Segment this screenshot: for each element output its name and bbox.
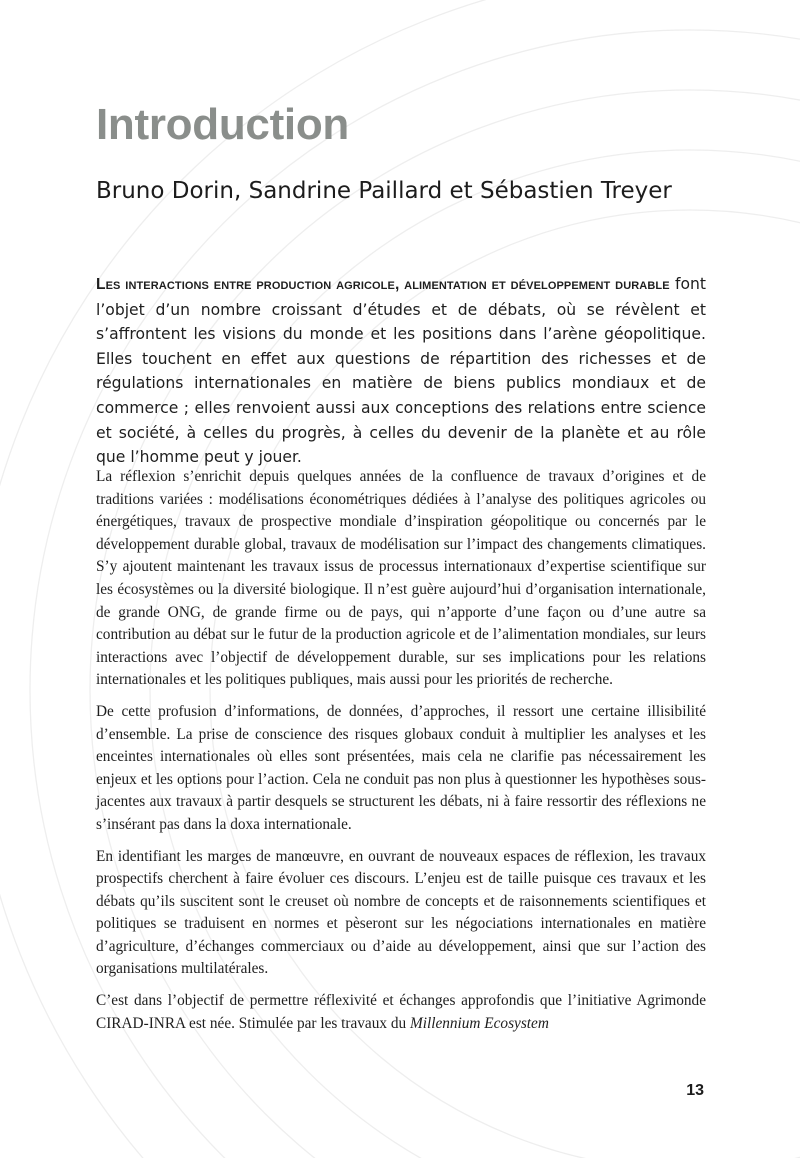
page-number: 13 <box>686 1082 704 1099</box>
lead-small-caps: Les interactions entre production agricole, alimentation et développement durable <box>96 276 670 293</box>
paragraph-last-text: C’est dans l’objectif de permettre réflexivité et échanges approfondis que l’initiative Agrimonde CIRAD-INRA est née. Stimulée par les travaux du <box>96 992 706 1032</box>
italic-title: Millennium Ecosystem <box>409 1014 549 1032</box>
paragraph: La réflexion s’enrichit depuis quelques années de la confluence de travaux d’origines et de traditions variées : modélisations économétriques dédiées à l’analyse des politiques agricoles ou énergétiques, travaux de prospective mondiale d’inspiration géopolitique ou concernés par le développement durable global, travaux de modélisation sur l’impact des changements climatiques. S’y ajoutent maintenant les travaux issus de processus internationaux d’expertise scientifique sur les écosystèmes ou la diversité biologique. Il n’est guère aujourd’hui d’organisation internationale, de grande ONG, de grande firme ou de pays, qui n’apporte d’une façon ou d’une autre sa contribution au débat sur le futur de la production agricole et de l’alimentation mondiales, sur leurs interactions avec l’objectif de développement durable, sur ses implications pour les relations internationales et les politiques publiques, mais aussi pour les priorités de recherche. <box>96 468 706 689</box>
paragraph: En identifiant les marges de manœuvre, en ouvrant de nouveaux espaces de réflexion, les travaux prospectifs cherchent à faire évoluer ces discours. L’enjeu est de taille puisque ces travaux et les débats qu’ils suscitent sont le creuset où nombre de concepts et de raisonnements scientifiques et politiques se traduisent en normes et pèseront sur les négociations internationales en matière d’agriculture, d’échanges commerciaux ou d’aide au développement, ainsi que sur l’action des organisations multilatérales. <box>96 847 706 978</box>
lead-text: font l’objet d’un nombre croissant d’études et de débats, où se révèlent et s’affrontent les visions du monde et les positions dans l’arène géopolitique. Elles touchent en effet aux questions de répartition des richesses et de régulations internationales en matière de biens publics mondiaux et de commerce ; elles renvoient aussi aux conceptions des relations entre science et société, à celles du progrès, à celles du devenir de la planète et au rôle que l’homme peut y jouer. <box>96 275 706 467</box>
page-title: Introduction <box>96 100 350 149</box>
authors-line: Bruno Dorin, Sandrine Paillard et Sébastien Treyer <box>96 178 672 204</box>
lead-paragraph <box>96 272 706 470</box>
paragraph-last <box>96 990 706 1035</box>
body-text <box>96 466 706 1044</box>
paragraph: De cette profusion d’informations, de données, d’approches, il ressort une certaine illisibilité d’ensemble. La prise de conscience des risques globaux conduit à multiplier les analyses et les enceintes internationales où elles sont présentées, mais cela ne clarifie pas nécessairement les enjeux et les options pour l’action. Cela ne conduit pas non plus à questionner les hypothèses sous-jacentes aux travaux à partir desquels se structurent les débats, ni à faire ressortir des réflexions ne s’insérant pas dans la doxa internationale. <box>96 702 706 833</box>
